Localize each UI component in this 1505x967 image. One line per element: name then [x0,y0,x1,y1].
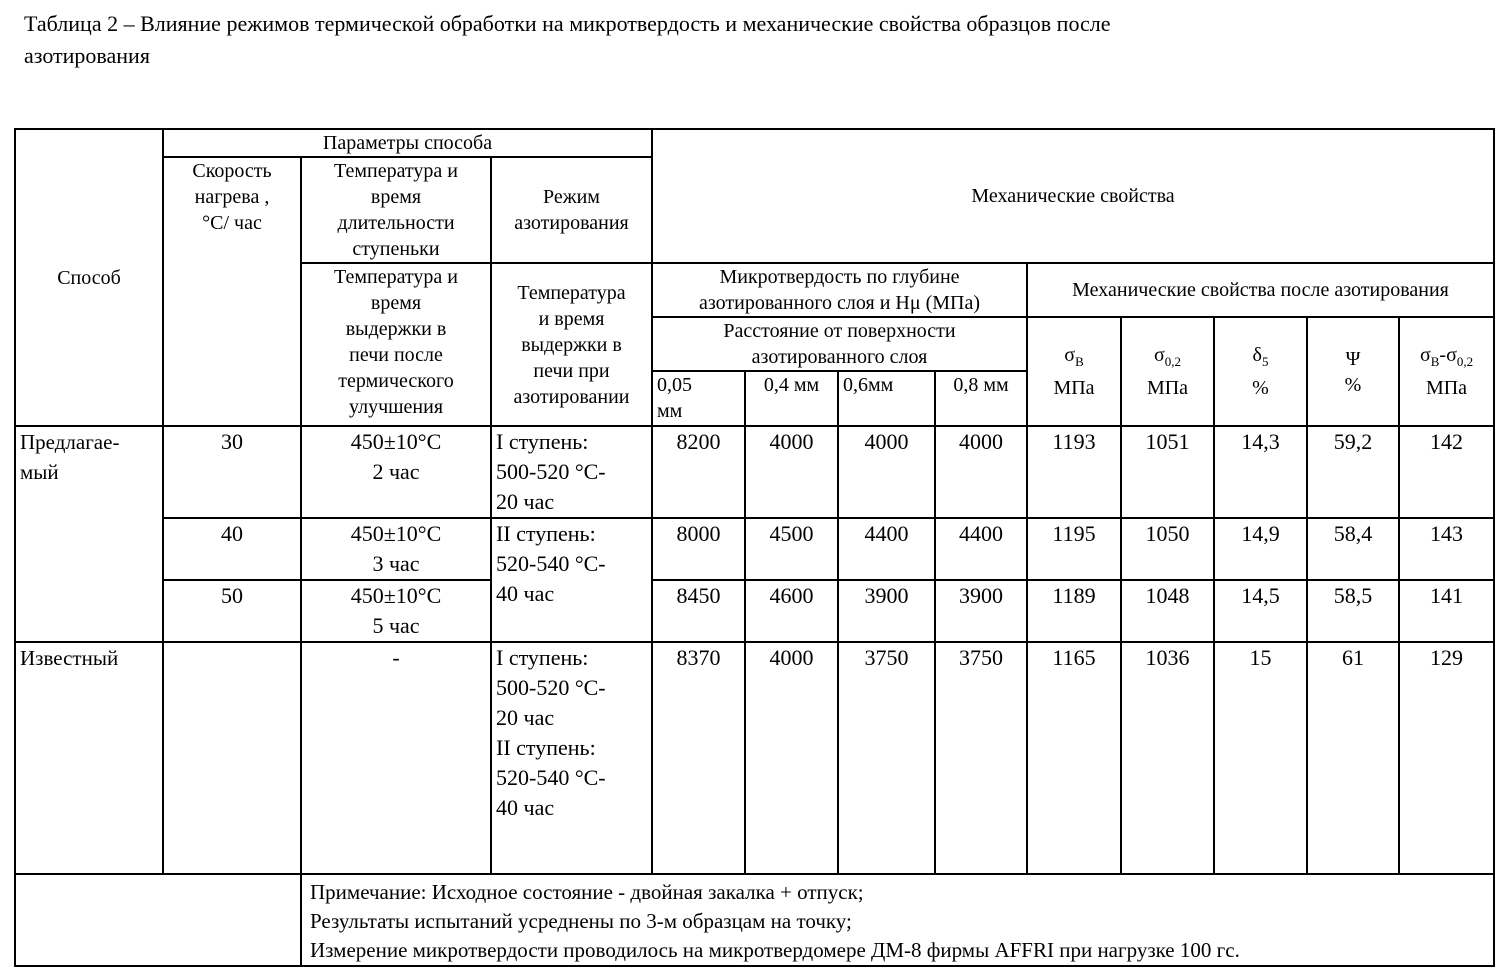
known-stage1-line-2: 500-520 °С- [496,675,606,700]
table-row [15,518,1494,580]
sigma-02-unit: МПа [1146,377,1189,399]
cell-h-08: 4400 [935,518,1027,580]
header-heating-rate [163,157,301,426]
temp-nitr-line-3: выдержки в [521,333,622,356]
cell-delta5: 14,9 [1214,518,1307,580]
cell-temp [301,518,491,580]
cell-time-value: 2 час [372,459,420,484]
cell-h-06: 3900 [838,580,935,642]
cell-h-08: 4000 [935,426,1027,518]
cell-nitriding-stage2 [491,518,652,642]
group-proposed-line-1: Предлагае- [20,430,120,454]
header-sigma-02 [1121,317,1214,426]
heating-rate-line-1: Скорость [192,160,272,182]
cell-sigma-02: 1050 [1121,518,1214,580]
stage1-line-2: 500-520 °С- [496,459,606,484]
temp-nitr-line-1: Температура [517,281,626,304]
header-params: Параметры способа [163,129,652,157]
known-stage2-line-3: 40 час [496,795,555,820]
cell-h-08: 3900 [935,580,1027,642]
header-mech-after: Механические свойства после азотирования [1027,263,1494,317]
microhardness-line-1: Микротвердость по глубине [719,266,960,288]
stage2-line-1: II ступень: [496,521,596,546]
cell-h-005: 8200 [652,426,745,518]
psi-symbol: Ψ [1345,347,1361,370]
known-stage1-line-3: 20 час [496,705,555,730]
temp-after-line-6: улучшения [348,396,444,418]
temp-nitr-line-2: и время [538,307,605,330]
nitriding-mode-line-1: Режим [543,186,600,208]
cell-h-005: 8370 [652,642,745,874]
header-temp-time-nitriding [491,263,652,426]
cell-sigma-diff: 142 [1399,426,1494,518]
cell-temp-value: - [392,645,400,670]
temp-nitr-line-4: печи при [533,359,610,382]
distance-line-2: азотированного слоя [751,346,928,368]
group-proposed [15,426,163,642]
header-delta5 [1214,317,1307,426]
header-sigma-diff [1399,317,1494,426]
temp-nitr-line-5: азотировании [513,385,630,408]
header-method: Способ [15,129,163,426]
cell-temp-value: 450±10°С [350,429,442,454]
known-stage1-line-1: I ступень: [496,645,589,670]
table-row [15,580,1494,642]
cell-delta5: 14,5 [1214,580,1307,642]
caption-line-1: Таблица 2 – Влияние режимов термической обработки на микротвердость и механические свойства образцов после [24,11,1111,36]
header-mech-props: Механические свойства [652,129,1494,263]
header-psi [1307,317,1399,426]
psi-unit: % [1344,373,1362,396]
cell-sigma-diff: 129 [1399,642,1494,874]
header-temp-time-step [301,157,491,263]
cell-h-06: 4000 [838,426,935,518]
distance-line-1: Расстояние от поверхности [723,320,956,342]
cell-h-04: 4000 [745,642,838,874]
group-known: Известный [15,642,163,874]
temp-step-line-4: ступеньки [352,238,440,260]
header-temp-time-after [301,263,491,426]
header-depth-04: 0,4 мм [745,371,838,426]
sigma-b-symbol: $\sigma_В$ [1064,344,1084,369]
cell-rate: 30 [163,426,301,518]
cell-nitriding-stage1 [491,426,652,518]
cell-psi: 58,5 [1307,580,1399,642]
cell-time-value: 5 час [372,613,420,638]
cell-sigma-02: 1036 [1121,642,1214,874]
delta5-symbol: $\delta_5$ [1252,344,1269,369]
notes [301,874,1494,966]
table-row [15,642,1494,874]
results-table [14,128,1495,967]
known-stage2-line-2: 520-540 °С- [496,765,606,790]
cell-sigma-b: 1165 [1027,642,1121,874]
cell-h-04: 4500 [745,518,838,580]
stage1-line-1: I ступень: [496,429,589,454]
stage2-line-2: 520-540 °С- [496,551,606,576]
sigma-diff-symbol: $\sigma_В-\sigma_{0,2}$ [1419,344,1474,369]
cell-sigma-b: 1189 [1027,580,1121,642]
table-row [15,426,1494,518]
cell-sigma-b: 1193 [1027,426,1121,518]
microhardness-line-2: азотированного слоя и Hμ (МПа) [699,292,980,314]
caption-line-2: азотирования [24,43,150,68]
table-caption [24,8,1482,72]
cell-rate: 50 [163,580,301,642]
cell-h-06: 4400 [838,518,935,580]
stage1-line-3: 20 час [496,489,555,514]
cell-h-06: 3750 [838,642,935,874]
cell-h-005: 8450 [652,580,745,642]
delta5-unit: % [1252,377,1269,399]
cell-time-value: 3 час [372,551,420,576]
heating-rate-line-2: нагрева , [194,186,270,208]
temp-after-line-2: время [370,292,422,314]
nitriding-mode-line-2: азотирования [514,212,629,234]
cell-psi: 59,2 [1307,426,1399,518]
cell-sigma-02: 1051 [1121,426,1214,518]
temp-step-line-3: длительности [337,212,455,234]
cell-sigma-diff: 143 [1399,518,1494,580]
cell-h-08: 3750 [935,642,1027,874]
temp-step-line-2: время [370,186,422,208]
sigma-diff-unit: МПа [1425,377,1468,399]
cell-sigma-diff: 141 [1399,580,1494,642]
cell-rate [163,642,301,874]
temp-after-line-5: термического [338,370,454,392]
header-distance [652,317,1027,371]
header-sigma-b [1027,317,1121,426]
cell-temp [301,580,491,642]
cell-psi: 58,4 [1307,518,1399,580]
cell-sigma-b: 1195 [1027,518,1121,580]
depth-005-unit: мм [657,400,683,422]
cell-temp-value: 450±10°С [350,583,442,608]
cell-rate: 40 [163,518,301,580]
group-proposed-line-2: мый [20,460,59,484]
cell-h-005: 8000 [652,518,745,580]
heating-rate-line-3: °С/ час [202,212,262,234]
temp-step-line-1: Температура и [334,160,458,182]
header-depth-06: 0,6мм [838,371,935,426]
known-stage2-line-1: II ступень: [496,735,596,760]
header-nitriding-mode [491,157,652,263]
note-line-3: Измерение микротвердости проводилось на микротвердомере ДМ-8 фирмы AFFRI при нагрузке 100 гс. [310,938,1240,962]
cell-h-04: 4000 [745,426,838,518]
note-empty-cell [15,874,301,966]
cell-temp [301,426,491,518]
depth-005-value: 0,05 [657,374,693,396]
cell-delta5: 15 [1214,642,1307,874]
cell-temp-value: 450±10°С [350,521,442,546]
cell-sigma-02: 1048 [1121,580,1214,642]
header-depth-005 [652,371,745,426]
note-line-2: Результаты испытаний усреднены по 3-м образцам на точку; [310,909,852,933]
sigma-b-unit: МПа [1053,377,1095,399]
temp-after-line-1: Температура и [334,266,458,288]
cell-nitriding-both [491,642,652,874]
sigma-02-symbol: $\sigma_{0,2}$ [1154,344,1182,369]
temp-after-line-4: печи после [349,344,443,366]
temp-after-line-3: выдержки в [345,318,447,340]
note-line-1: Примечание: Исходное состояние - двойная закалка + отпуск; [310,880,864,904]
header-microhardness [652,263,1027,317]
cell-delta5: 14,3 [1214,426,1307,518]
cell-h-04: 4600 [745,580,838,642]
note-row [15,874,1494,966]
stage2-line-3: 40 час [496,581,555,606]
header-row-1 [15,129,1494,157]
header-depth-08: 0,8 мм [935,371,1027,426]
cell-temp [301,642,491,874]
cell-psi: 61 [1307,642,1399,874]
